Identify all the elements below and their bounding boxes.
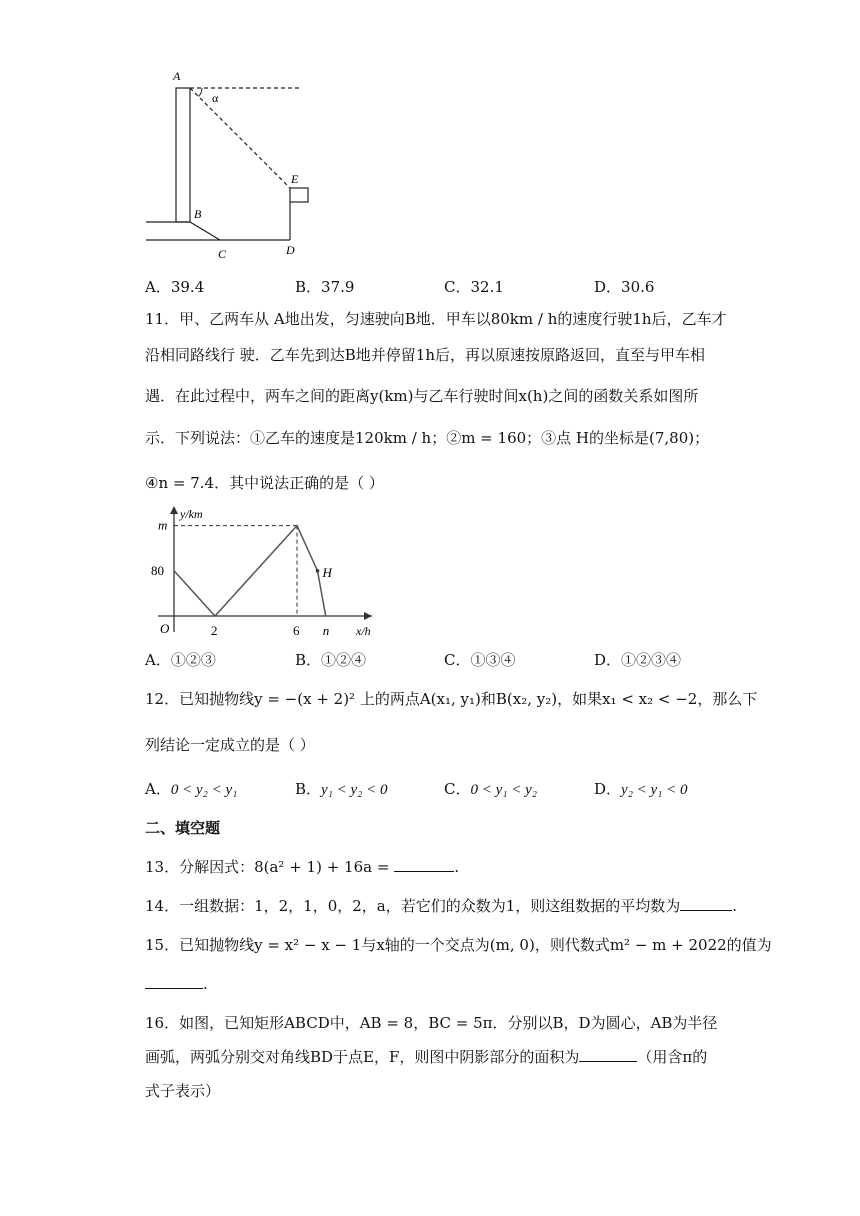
q11-option-d[interactable]: D．①②③④ bbox=[594, 651, 682, 669]
x-tick-n: n bbox=[322, 623, 330, 638]
label-c: C bbox=[218, 247, 227, 261]
q11-option-a[interactable]: A．①②③ bbox=[145, 651, 216, 669]
q11-line-1: 11．甲、乙两车从 A地出发，匀速驶向B地．甲车以80km / h的速度行驶1h后，乙车才 bbox=[145, 310, 727, 328]
q14: 14．一组数据：1，2，1，0，2，a，若它们的众数为1，则这组数据的平均数为 . bbox=[145, 897, 738, 915]
ground-line bbox=[146, 222, 290, 240]
q12-line-2: 列结论一定成立的是（ ） bbox=[145, 736, 315, 754]
q16-line-3: 式子表示） bbox=[145, 1082, 221, 1100]
q12-option-b[interactable]: B．y₁ < y₂ < 0 bbox=[295, 780, 388, 798]
q11-line-3: 遇．在此过程中，两车之间的距离y(km)与乙车行驶时间x(h)之间的函数关系如图所 bbox=[145, 387, 699, 405]
label-b: B bbox=[194, 207, 202, 221]
label-e: E bbox=[291, 172, 299, 186]
y-axis-arrow bbox=[170, 506, 178, 514]
y-tick-m: m bbox=[158, 517, 168, 533]
x-axis-label: x/h bbox=[356, 624, 371, 638]
q16-line-1: 16．如图，已知矩形ABCD中，AB = 8，BC = 5π．分别以B，D为圆心，AB为半径 bbox=[145, 1014, 718, 1032]
point-label-h: H bbox=[322, 564, 332, 580]
q16-answer-blank[interactable] bbox=[579, 1047, 637, 1062]
q15-line-1: 15．已知抛物线y = x² − x − 1与x轴的一个交点为(m, 0)，则代数式m² − m + 2022的值为 bbox=[145, 936, 772, 954]
q10-option-a[interactable]: A．39.4 bbox=[145, 278, 205, 296]
label-alpha: α bbox=[212, 91, 219, 105]
q13-answer-blank[interactable] bbox=[394, 857, 454, 872]
q12-option-c[interactable]: C．0 < y₁ < y₂ bbox=[444, 780, 537, 798]
tower bbox=[176, 88, 190, 222]
tower-slope-figure bbox=[140, 66, 320, 266]
marker-box bbox=[290, 188, 308, 202]
q11-line-4: 示．下列说法：①乙车的速度是120km / h；②m = 160；③点 H的坐标是(7,80)； bbox=[145, 429, 710, 447]
label-d: D bbox=[286, 243, 295, 257]
label-a: A bbox=[173, 69, 181, 83]
y-axis-label: y/km bbox=[180, 507, 203, 521]
sight-dashed-line bbox=[190, 88, 290, 188]
q11-option-b[interactable]: B．①②④ bbox=[295, 651, 367, 669]
q11-option-c[interactable]: C．①③④ bbox=[444, 651, 516, 669]
section-heading-fill-blank: 二、填空题 bbox=[145, 819, 221, 837]
angle-arc bbox=[199, 88, 203, 97]
q12-option-a[interactable]: A．0 < y₂ < y₁ bbox=[145, 780, 238, 798]
x-tick-2: 2 bbox=[211, 623, 218, 638]
distance-time-chart bbox=[150, 502, 390, 638]
y-tick-80: 80 bbox=[151, 562, 164, 578]
series-line bbox=[174, 526, 326, 616]
q12-line-1: 12．已知抛物线y = −(x + 2)² 上的两点A(x₁, y₁)和B(x₂, y₂)，如果x₁ < x₂ < −2，那么下 bbox=[145, 690, 758, 708]
x-tick-6: 6 bbox=[293, 623, 300, 638]
q15-line-2: . bbox=[145, 974, 208, 993]
q13: 13．分解因式：8(a² + 1) + 16a = . bbox=[145, 858, 459, 876]
point-h bbox=[316, 569, 320, 573]
q10-option-d[interactable]: D．30.6 bbox=[594, 278, 655, 296]
q12-option-d[interactable]: D．y₂ < y₁ < 0 bbox=[594, 780, 688, 798]
q15-answer-blank[interactable] bbox=[145, 974, 203, 989]
q10-option-b[interactable]: B．37.9 bbox=[295, 278, 355, 296]
x-axis-arrow bbox=[364, 612, 372, 620]
q14-answer-blank[interactable] bbox=[680, 896, 732, 911]
q16-line-2: 画弧，两弧分别交对角线BD于点E，F，则图中阴影部分的面积为 （用含π的 bbox=[145, 1048, 708, 1066]
x-tick-origin: O bbox=[160, 621, 170, 636]
q11-line-2: 沿相同路线行 驶．乙车先到达B地并停留1h后，再以原速按原路返回，直至与甲车相 bbox=[145, 346, 705, 364]
q10-option-c[interactable]: C．32.1 bbox=[444, 278, 504, 296]
q11-line-5: ④n = 7.4．其中说法正确的是（ ） bbox=[145, 474, 384, 492]
